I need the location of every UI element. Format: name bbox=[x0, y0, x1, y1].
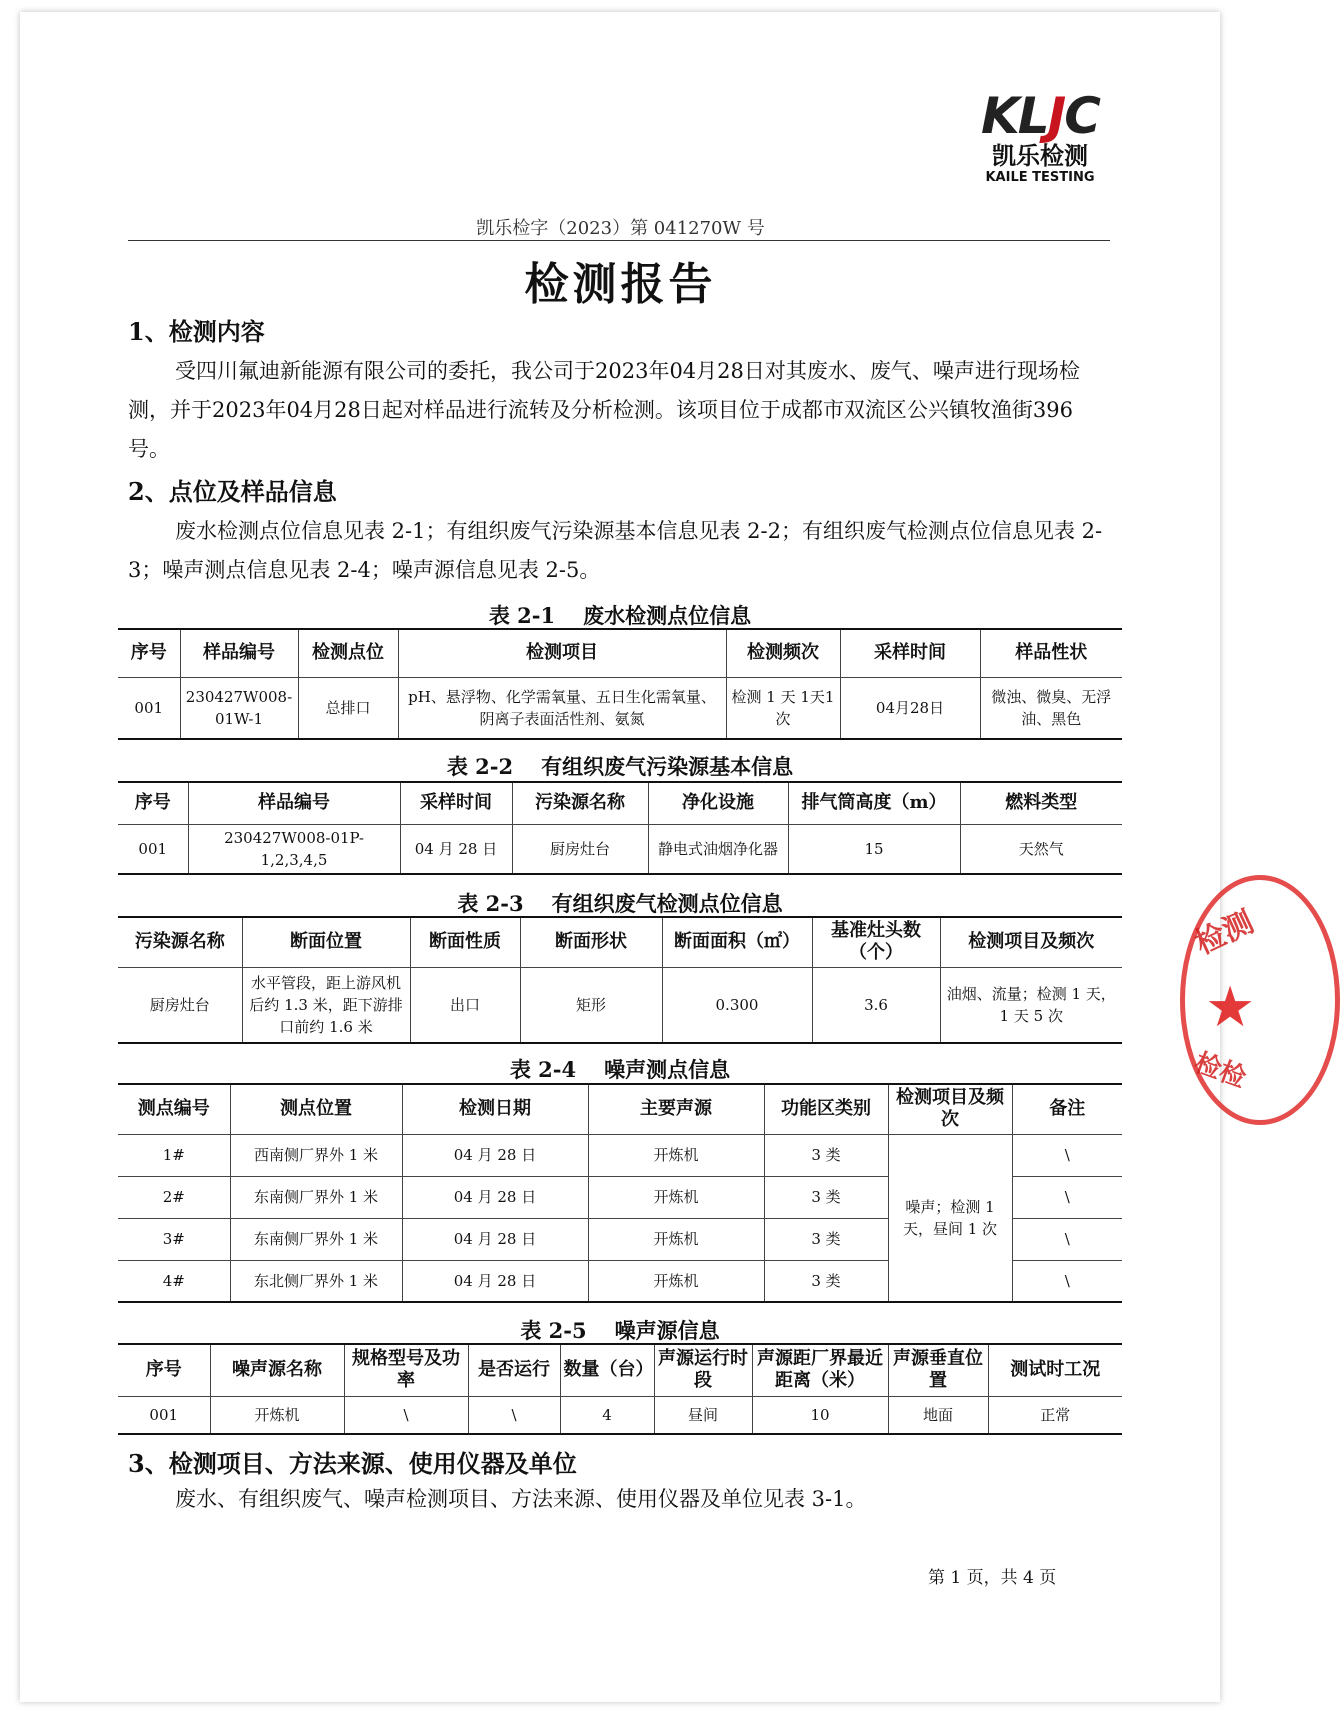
cell: 水平管段，距上游风机后约 1.3 米，距下游排口前约 1.6 米 bbox=[242, 967, 410, 1043]
header-cell: 功能区类别 bbox=[764, 1084, 888, 1134]
cell: 昼间 bbox=[654, 1396, 752, 1434]
caption-name: 有组织废气污染源基本信息 bbox=[541, 754, 794, 779]
cell: \ bbox=[1012, 1260, 1122, 1302]
cell: 微浊、微臭、无浮油、黑色 bbox=[980, 677, 1122, 739]
header-cell: 污染源名称 bbox=[512, 782, 648, 824]
cell: \ bbox=[1012, 1176, 1122, 1218]
seal-text-bottom: 检检 bbox=[1190, 1047, 1250, 1094]
header-cell: 检测项目 bbox=[398, 629, 726, 677]
cell: 04 月 28 日 bbox=[402, 1134, 588, 1176]
cell: 矩形 bbox=[520, 967, 662, 1043]
cell: 3# bbox=[118, 1218, 230, 1260]
cell: \ bbox=[1012, 1134, 1122, 1176]
company-seal bbox=[1180, 875, 1340, 1125]
cell: 东南侧厂界外 1 米 bbox=[230, 1176, 402, 1218]
section-3-heading: 3、检测项目、方法来源、使用仪器及单位 bbox=[128, 1449, 577, 1478]
section-3-text: 废水、有组织废气、噪声检测项目、方法来源、使用仪器及单位见表 3-1。 bbox=[175, 1487, 867, 1511]
header-cell: 污染源名称 bbox=[118, 917, 242, 967]
header-cell: 采样时间 bbox=[840, 629, 980, 677]
header-cell: 声源垂直位置 bbox=[888, 1344, 988, 1396]
section-1-text: 受四川氟迪新能源有限公司的委托，我公司于2023年04月28日对其废水、废气、噪声进行现场检测，并于2023年04月28日起对样品进行流转及分析检测。该项目位于成都市双流区公兴镇牧渔街396号。 bbox=[128, 359, 1080, 461]
header-cell: 测点位置 bbox=[230, 1084, 402, 1134]
header-cell: 采样时间 bbox=[400, 782, 512, 824]
header-cell: 检测频次 bbox=[726, 629, 840, 677]
table-2-4-caption bbox=[118, 1054, 1122, 1084]
header-cell: 断面性质 bbox=[410, 917, 520, 967]
caption-number: 表 2-1 bbox=[488, 603, 556, 628]
company-logo bbox=[960, 87, 1120, 186]
header-cell: 断面面积（㎡） bbox=[662, 917, 812, 967]
cell: 开炼机 bbox=[210, 1396, 344, 1434]
caption-number: 表 2-3 bbox=[457, 891, 524, 916]
caption-name: 废水检测点位信息 bbox=[583, 603, 752, 628]
header-cell: 序号 bbox=[118, 629, 180, 677]
cell: 0.300 bbox=[662, 967, 812, 1043]
cell: 3 类 bbox=[764, 1176, 888, 1218]
cell: 开炼机 bbox=[588, 1218, 764, 1260]
cell: 04 月 28 日 bbox=[402, 1176, 588, 1218]
cell: 10 bbox=[752, 1396, 888, 1434]
cell: 04 月 28 日 bbox=[402, 1218, 588, 1260]
caption-name: 有组织废气检测点位信息 bbox=[551, 891, 783, 916]
section-2-text: 废水检测点位信息见表 2-1；有组织废气污染源基本信息见表 2-2；有组织废气检测点位信息见表 2-3；噪声测点信息见表 2-4；噪声源信息见表 2-5。 bbox=[128, 519, 1103, 582]
table-2-5 bbox=[118, 1343, 1122, 1435]
cell: 2# bbox=[118, 1176, 230, 1218]
cell: 001 bbox=[118, 677, 180, 739]
header-cell: 断面位置 bbox=[242, 917, 410, 967]
header-cell: 序号 bbox=[118, 782, 188, 824]
cell: 4# bbox=[118, 1260, 230, 1302]
caption-name: 噪声源信息 bbox=[614, 1318, 720, 1343]
table-2-1 bbox=[118, 628, 1122, 740]
cell: 230427W008-01P-1,2,3,4,5 bbox=[188, 824, 400, 874]
table-2-1-caption bbox=[118, 600, 1122, 630]
caption-number: 表 2-4 bbox=[509, 1057, 577, 1082]
cell: 检测 1 天 1天1次 bbox=[726, 677, 840, 739]
cell: 地面 bbox=[888, 1396, 988, 1434]
table-row bbox=[118, 677, 1122, 739]
cell: 3 类 bbox=[764, 1218, 888, 1260]
caption-name: 噪声测点信息 bbox=[604, 1057, 731, 1082]
table-row bbox=[118, 1134, 1122, 1176]
cell: 西南侧厂界外 1 米 bbox=[230, 1134, 402, 1176]
star-icon: ★ bbox=[1205, 975, 1256, 1040]
cell: 厨房灶台 bbox=[512, 824, 648, 874]
merged-cell: 噪声；检测 1 天，昼间 1 次 bbox=[888, 1134, 1012, 1302]
cell: 天然气 bbox=[960, 824, 1122, 874]
header-cell: 燃料类型 bbox=[960, 782, 1122, 824]
page-footer: 第 1 页，共 4 页 bbox=[928, 1568, 1057, 1588]
cell: 3 类 bbox=[764, 1260, 888, 1302]
cell: 04 月 28 日 bbox=[402, 1260, 588, 1302]
cell: 3 类 bbox=[764, 1134, 888, 1176]
table-2-4 bbox=[118, 1083, 1122, 1303]
logo-en: KAILE TESTING bbox=[985, 170, 1095, 185]
cell: \ bbox=[1012, 1218, 1122, 1260]
section-2-heading: 2、点位及样品信息 bbox=[128, 477, 337, 506]
header-cell: 测试时工况 bbox=[988, 1344, 1122, 1396]
header-cell: 数量（台） bbox=[560, 1344, 654, 1396]
header-cell: 声源运行时段 bbox=[654, 1344, 752, 1396]
header-cell: 主要声源 bbox=[588, 1084, 764, 1134]
header-cell: 备注 bbox=[1012, 1084, 1122, 1134]
cell: 开炼机 bbox=[588, 1176, 764, 1218]
header-cell: 基准灶头数（个） bbox=[812, 917, 940, 967]
header-cell: 样品性状 bbox=[980, 629, 1122, 677]
document-number: 凯乐检字（2023）第 041270W 号 bbox=[476, 218, 765, 239]
cell: 开炼机 bbox=[588, 1134, 764, 1176]
cell: 静电式油烟净化器 bbox=[648, 824, 788, 874]
cell: 1# bbox=[118, 1134, 230, 1176]
cell: 4 bbox=[560, 1396, 654, 1434]
seal-text-top: 检测 bbox=[1189, 904, 1260, 962]
cell: 15 bbox=[788, 824, 960, 874]
header-cell: 断面形状 bbox=[520, 917, 662, 967]
cell: \ bbox=[468, 1396, 560, 1434]
header-cell: 净化设施 bbox=[648, 782, 788, 824]
header-cell: 规格型号及功率 bbox=[344, 1344, 468, 1396]
table-2-3-caption bbox=[118, 888, 1122, 918]
logo-mark: KLJC bbox=[981, 87, 1099, 145]
table-row bbox=[118, 967, 1122, 1043]
table-2-2-caption bbox=[118, 751, 1122, 781]
cell: 厨房灶台 bbox=[118, 967, 242, 1043]
header-cell: 检测项目及频次 bbox=[888, 1084, 1012, 1134]
header-cell: 测点编号 bbox=[118, 1084, 230, 1134]
section-1-heading: 1、检测内容 bbox=[128, 317, 265, 346]
cell: 出口 bbox=[410, 967, 520, 1043]
header-divider bbox=[128, 240, 1110, 241]
cell: 001 bbox=[118, 824, 188, 874]
table-row bbox=[118, 1396, 1122, 1434]
header-cell: 检测点位 bbox=[298, 629, 398, 677]
header-cell: 检测日期 bbox=[402, 1084, 588, 1134]
caption-number: 表 2-2 bbox=[446, 754, 514, 779]
header-cell: 样品编号 bbox=[188, 782, 400, 824]
table-2-5-caption bbox=[118, 1315, 1122, 1345]
header-cell: 噪声源名称 bbox=[210, 1344, 344, 1396]
cell: \ bbox=[344, 1396, 468, 1434]
cell: 230427W008-01W-1 bbox=[180, 677, 298, 739]
cell: 东南侧厂界外 1 米 bbox=[230, 1218, 402, 1260]
header-cell: 序号 bbox=[118, 1344, 210, 1396]
cell: 总排口 bbox=[298, 677, 398, 739]
header-cell: 样品编号 bbox=[180, 629, 298, 677]
cell: 油烟、流量；检测 1 天，1 天 5 次 bbox=[940, 967, 1122, 1043]
table-2-2 bbox=[118, 781, 1122, 875]
cell: 开炼机 bbox=[588, 1260, 764, 1302]
cell: 001 bbox=[118, 1396, 210, 1434]
logo-cn: 凯乐检测 bbox=[992, 142, 1088, 170]
cell: 04月28日 bbox=[840, 677, 980, 739]
table-2-3 bbox=[118, 916, 1122, 1044]
header-cell: 声源距厂界最近距离（米） bbox=[752, 1344, 888, 1396]
header-cell: 排气筒高度（m） bbox=[788, 782, 960, 824]
cell: 正常 bbox=[988, 1396, 1122, 1434]
header-cell: 是否运行 bbox=[468, 1344, 560, 1396]
caption-number: 表 2-5 bbox=[520, 1318, 587, 1343]
cell: 04 月 28 日 bbox=[400, 824, 512, 874]
page-title: 检测报告 bbox=[524, 259, 717, 310]
header-cell: 检测项目及频次 bbox=[940, 917, 1122, 967]
cell: 3.6 bbox=[812, 967, 940, 1043]
cell: pH、悬浮物、化学需氧量、五日生化需氧量、阴离子表面活性剂、氨氮 bbox=[398, 677, 726, 739]
cell: 东北侧厂界外 1 米 bbox=[230, 1260, 402, 1302]
table-row bbox=[118, 824, 1122, 874]
